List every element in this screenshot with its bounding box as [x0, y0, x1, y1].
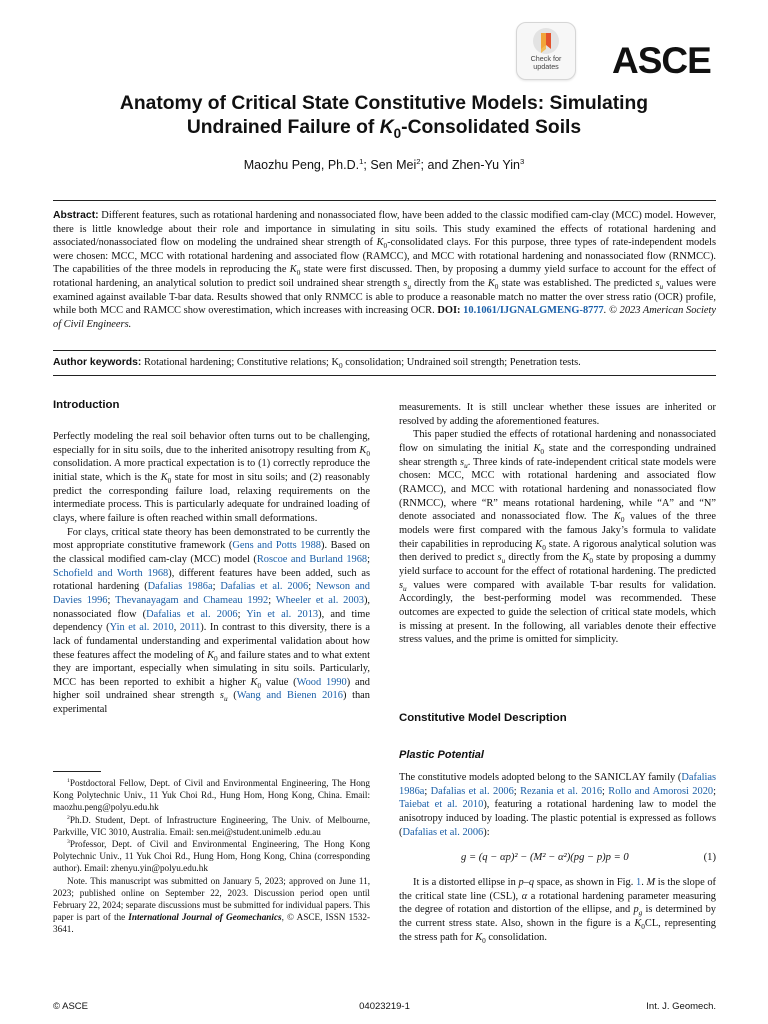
paragraph: This paper studied the effects of rotational hardening and nonassociated flow on simulating the initial $K_0$ state and the corresponding undrained shear strength $s_u$. Three kinds of rate-independent critical state models were chosen: MCC, MCC with rotational hardening and associated flow (RAMCC), and MCC with rotational hardening and nonassociated flow (RNMCC), where “R” means rotational hardening, while “A” and “N” denote associated and nonassociated flow. The $K_0$ values of the three models were first compared with the famous Jaky’s formula to validate their capabilities in reproducing $K_0$ state. A rigorous analytical solution was then derived to predict $s_u$ directly from the $K_0$ state by proposing a dummy yield surface to account for the effect of rotational hardening. The predicted $s_u$ values were compared with available T-bar results for validation. Accordingly, the best-performing model was recommended. These outcomes are expected to guide the selection of critical state models, which is missing at present. In the following, all variables denote their effective stress values, and the prime is omitted for simplicity. — [399, 429, 716, 646]
bookmark-icon — [532, 27, 560, 55]
paragraph: measurements. It is still unclear whether these issues are inherited or resolved by adding the aforementioned features. — [399, 402, 716, 427]
ref-link[interactable]: 2011 — [179, 622, 201, 634]
title-line-2: Undrained Failure of $K_0$-Consolidated Soils — [186, 117, 582, 141]
paragraph: The constitutive models adopted belong to the SANICLAY family (Dafalias 1986a; Dafalias et al. 2006; Rezania et al. 2016; Rollo and Amorosi 2020; Taiebat et al. 2010), featuring a rotational hardening law to model the anisotropy induced by loading. The plastic potential is expressed as follows (Dafalias et al. 2006): — [399, 772, 716, 838]
ref-link[interactable]: Gens and Potts 1988 — [232, 540, 321, 552]
asce-logo: ASCE — [612, 40, 711, 81]
ref-link[interactable]: Dafalias 1986a — [147, 581, 213, 593]
ref-link[interactable]: Dafalias et al. 2006 — [220, 581, 309, 593]
badge-line-1: Check for — [530, 54, 562, 63]
divider-top — [53, 200, 716, 201]
doi-link[interactable]: 10.1061/IJGNALGMENG-8777 — [460, 305, 604, 317]
check-for-updates-badge[interactable] — [516, 22, 576, 80]
ref-link[interactable]: Rollo and Amorosi 2020 — [608, 785, 714, 797]
abstract-label: Abstract: — [53, 210, 99, 221]
figure-link[interactable]: 1 — [636, 877, 642, 888]
ref-link[interactable]: Dafalias 1986a — [399, 772, 716, 797]
ref-link[interactable]: Schofield and Worth 1968 — [53, 567, 169, 579]
plastic-potential-text-2 — [399, 876, 716, 944]
footnote-1: $^1$Postdoctoral Fellow, Dept. of Civil and Environmental Engineering, The Hong Kong Polytechnic Univ., 11 Yuk Choi Rd., Hung Hom, Hong Kong, China. Email: maozhu.peng@polyu.edu.hk — [53, 777, 370, 813]
paragraph: Perfectly modeling the real soil behavior often turns out to be challenging, especially for in situ soils, due to the inherited anisotropy resulting from $K_0$ consolidation. A more practical expectation is to (1) correctly reproduce the initial state, which is the $K_0$ state for most in situ soils; and (2) reasonably predict the corresponding failure load, relaxing requirements on the intermediate process. This is particularly adequate for undrained loading of clays, where failure is often reached within small deformations. — [53, 431, 370, 524]
paragraph: For clays, critical state theory has been demonstrated to be currently the most appropriate constitutive framework (Gens and Potts 1988). Based on the classical modified cam-clay (MCC) model (Roscoe and Burland 1968; Schofield and Worth 1968), different features have been added, such as rotational hardening (Dafalias 1986a; Dafalias et al. 2006; Newson and Davies 1996; Thevanayagam and Chameau 1992; Wheeler et al. 2003), nonassociated flow (Dafalias et al. 2006; Yin et al. 2013), and time dependency (Yin et al. 2010, 2011). In contrast to this diversity, there is a lack of fundamental understanding and experimental validation about how these features affect the modeling of $K_0$ and failure states and to what extent they are important, especially when simulating in situ soils. Particularly, MCC has been reported to exhibit a higher $K_0$ value (Wood 1990) and higher soil undrained shear strength $s_u$ (Wang and Bienen 2016) than experimental — [53, 526, 371, 716]
footer-copyright: © ASCE — [53, 1001, 88, 1012]
heading-constitutive-model: Constitutive Model Description — [399, 712, 567, 724]
ref-link[interactable]: Wang and Bienen 2016 — [236, 690, 343, 702]
ref-link[interactable]: Dafalias et al. 2006 — [402, 826, 484, 838]
equation-text: g = (q − αp)² − (M² − α²)(pg − p)p = 0 — [461, 852, 629, 863]
author-1: Maozhu Peng, Ph.D. — [243, 158, 360, 172]
footnotes — [53, 777, 370, 936]
equation-number: (1) — [703, 852, 716, 863]
ref-link[interactable]: Yin et al. 2013 — [246, 608, 319, 620]
footnote-3: $^3$Professor, Dept. of Civil and Environmental Engineering, The Hong Kong Polytechnic Univ., 11 Yuk Choi Rd., Hung Hom, Hong Kong, China (corresponding author). Email: zhenyu.yin@polyu.edu.hk — [53, 838, 370, 874]
submission-note: Note. This manuscript was submitted on January 5, 2023; approved on June 11, 2023; published online on September 22, 2023. Discussion period open until February 22, 2024; separate discussions must be submitted for individual papers. This paper is part of the International Journal of Geomechanics, © ASCE, ISSN 1532-3641. — [53, 875, 370, 935]
heading-plastic-potential: Plastic Potential — [399, 749, 484, 761]
title-line-1: Anatomy of Critical State Constitutive Models: Simulating — [119, 93, 649, 114]
footer-journal: Int. J. Geomech. — [646, 1001, 716, 1012]
ref-link[interactable]: Rezania et al. 2016 — [520, 785, 603, 797]
ref-link[interactable]: Yin et al. 2010 — [109, 622, 174, 634]
page-footer — [53, 1001, 716, 1015]
keywords-label: Author keywords: — [53, 357, 142, 368]
right-column-body — [399, 401, 716, 647]
paper-title — [60, 92, 708, 140]
ref-link[interactable]: Thevanayagam and Chameau 1992 — [115, 594, 269, 606]
footnote-2: $^2$Ph.D. Student, Dept. of Infrastructure Engineering, The Univ. of Melbourne, Parkville, VIC 3010, Australia. Email: sen.mei@student.unimelb .edu.au — [53, 814, 370, 837]
ref-link[interactable]: Wood 1990 — [296, 676, 347, 688]
divider-mid — [53, 350, 716, 351]
left-column-body — [53, 430, 370, 717]
plastic-potential-text — [399, 771, 716, 839]
footer-article-number: 04023219-1 — [359, 1001, 410, 1012]
abstract: Abstract: Different features, such as rotational hardening and nonassociated flow, have been added to the classic modified cam-clay (MCC) model. However, there is little knowledge about their role and importance in simulating in situ soils. This study examined the effects of rotational hardening and associated/nonassociated flow on modeling the undrained shear strength of $K_0$-consolidated clays. For this purpose, three types of rate-independent models were chosen: MCC, MCC with rotational hardening and associated flow (RAMCC), and MCC with rotational hardening and nonassociated flow (RNMCC). The capabilities of the three models in reproducing the $K_0$ state were first discussed. Then, by proposing a dummy yield surface to account for the effect of rotational hardening, an analytical solution to predict soil undrained shear strength $s_u$ directly from the $K_0$ state was established. The predicted $s_u$ values were examined against available T-bar data. Results showed that only RNMCC is able to produce a reasonable match no matter the over stress ratio (OCR) profile, while both MCC and RAMCC show overestimation, which increases with increasing OCR. DOI: 10.1061/IJGNALGMENG-8777. © 2023 American Society of Civil Engineers. — [53, 210, 716, 330]
ref-link[interactable]: Wheeler et al. 2003 — [275, 594, 364, 606]
heading-introduction: Introduction — [53, 399, 120, 411]
footnote-rule — [53, 771, 101, 772]
divider-bottom — [53, 375, 716, 376]
ref-link[interactable]: Dafalias et al. 2006 — [146, 608, 238, 620]
ref-link[interactable]: Roscoe and Burland 1968 — [256, 553, 368, 565]
author-keywords: Author keywords: Rotational hardening; Constitutive relations; $K_0$ consolidation; Undrained soil strength; Penetration tests. — [53, 357, 581, 371]
ref-link[interactable]: Taiebat et al. 2010 — [399, 799, 484, 811]
ref-link[interactable]: Newson and Davies 1996 — [53, 581, 370, 606]
ref-link[interactable]: Dafalias et al. 2006 — [430, 785, 514, 797]
paragraph: It is a distorted ellipse in p–q space, as shown in Fig. 1. M is the slope of the critical state line (CSL), α a rotational hardening parameter measuring the degree of rotation and distortion of the ellipse, and $p_g$ is determined by the current stress state. Also, shown in the figure is a $K_0CL$, representing the stress path for $K_0$ consolidation. — [399, 877, 717, 945]
badge-line-2: updates — [533, 62, 559, 71]
author-list: Maozhu Peng, Ph.D.$^1$; Sen Mei$^2$; and Zhen-Yu Yin$^3$ — [243, 156, 525, 172]
